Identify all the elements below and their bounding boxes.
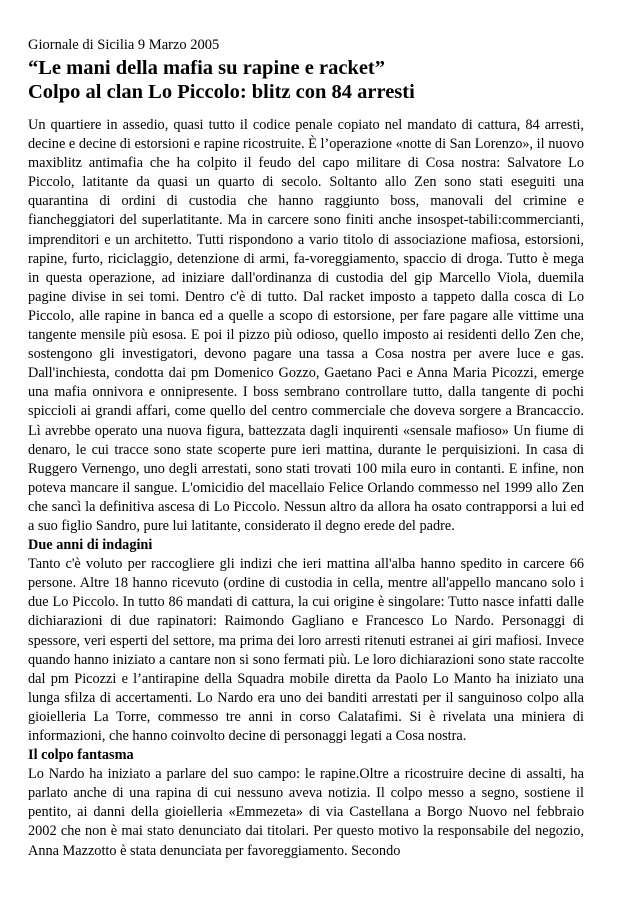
subheading-due-anni: Due anni di indagini [28, 537, 153, 554]
article-body [28, 116, 584, 861]
paragraph-2: Tanto c'è voluto per raccogliere gli indizi che ieri mattina all'alba hanno spedito in carcere 66 persone. Altre 18 hanno ricevuto (ordine di custodia in cella, mentre all'appello mancano solo i due Lo Piccolo. In tutto 86 mandati di cattura, la cui origine è singolare: Tutto nasce infatti dalle dichiarazioni di due rapinatori: Raimondo Gagliano e Francesco Lo Nardo. Personaggi di spessore, veri esperti del settore, ma prima dei loro arresti ritenuti estranei ai giri mafiosi. Invece quando hanno iniziato a cantare non si sono fermati più. Le loro dichiarazioni sono state raccolte dal pm Picozzi e l’antirapine della Squadra mobile diretta da Paolo Lo Manto ha iniziato una lunga sfilza di accertamenti. Lo Nardo era uno dei banditi arrestati per il sanguinoso colpo alla gioielleria La Torre, commesso tre anni in corso Calatafimi. Si è rivelata una miniera di informazioni, che hanno coinvolto decine di personaggi legati a Cosa nostra. [28, 556, 584, 744]
subheading-colpo-fantasma: Il colpo fantasma [28, 747, 134, 764]
headline-line-1: “Le mani della mafia su rapine e racket” [28, 57, 386, 79]
source-line: Giornale di Sicilia 9 Marzo 2005 [28, 37, 220, 53]
paragraph-3: Lo Nardo ha iniziato a parlare del suo campo: le rapine.Oltre a ricostruire decine di assalti, ha parlato anche di una rapina di cui nessuno aveva notizia. Il colpo messo a segno, sostiene il pentito, ai danni della gioielleria «Emmezeta» di via Castellana a Borgo Nuovo nel febbraio 2002 che non è mai stato denunciato dai titolari. Per questo motivo la responsabile del negozio, Anna Mazzotto è stata denunciata per favoreggiamento. Secondo [28, 766, 584, 859]
paragraph-1: Un quartiere in assedio, quasi tutto il codice penale copiato nel mandato di cattura, 84 arresti, decine e decine di estorsioni e rapine ricostruite. È l’operazione «notte di San Lorenzo», il nuovo maxiblitz antimafia che ha colpito il feudo del capo militare di Cosa nostra: Salvatore Lo Piccolo, latitante da quasi un quarto di secolo. Soltanto allo Zen sono stati eseguiti una quarantina di ordini di custodia che hanno raggiunto boss, manovali del crimine e fiancheggiatori del superlatitante. Ma in carcere sono finiti anche insospet-tabili:commercianti, imprenditori e un architetto. Tutti rispondono a vario titolo di associazione mafiosa, estorsioni, rapine, furto, riciclaggio, detenzione di armi, fa-voreggiamento, spaccio di droga. Tutto è mega in questa operazione, ad iniziare dall'ordinanza di custodia del gip Marcello Viola, duemila pagine divise in sei tomi. Dentro c'è di tutto. Dal racket imposto a tappeto dalla cosca di Lo Piccolo, alle rapine in banca ed a quelle a scopo di estorsione, per fare pagare alle vittime una tangente mensile più esosa. E poi il pizzo più odioso, quello imposto ai residenti dello Zen che, sostengono gli investigatori, devono pagare una tassa a Cosa nostra per avere luce e gas. Dall'inchiesta, condotta dai pm Domenico Gozzo, Gaetano Paci e Anna Maria Picozzi, emerge una mafia onnivora e onnipresente. I boss sembrano controllare tutto, dalla tangente di pochi spiccioli ai grandi affari, come quello del centro commerciale che doveva sorgere a Brancaccio. Lì avrebbe operato una nuova figura, battezzata dagli inquirenti «sensale mafioso» Un fiume di denaro, le cui tracce sono state scoperte pure ieri mattina, durante le perquisizioni. In casa di Ruggero Vernengo, uno degli arrestati, sono stati trovati 100 mila euro in contanti. E infine, non poteva mancare il sangue. L'omicidio del macellaio Felice Orlando commesso nel 1999 allo Zen che sancì la definitiva ascesa di Lo Piccolo. Nessun altro da allora ha osato contrapporsi a lui ed a suo figlio Sandro, pure lui latitante, considerato il degno erede del padre. [28, 117, 584, 534]
headline-line-2: Colpo al clan Lo Piccolo: blitz con 84 arresti [28, 81, 415, 103]
